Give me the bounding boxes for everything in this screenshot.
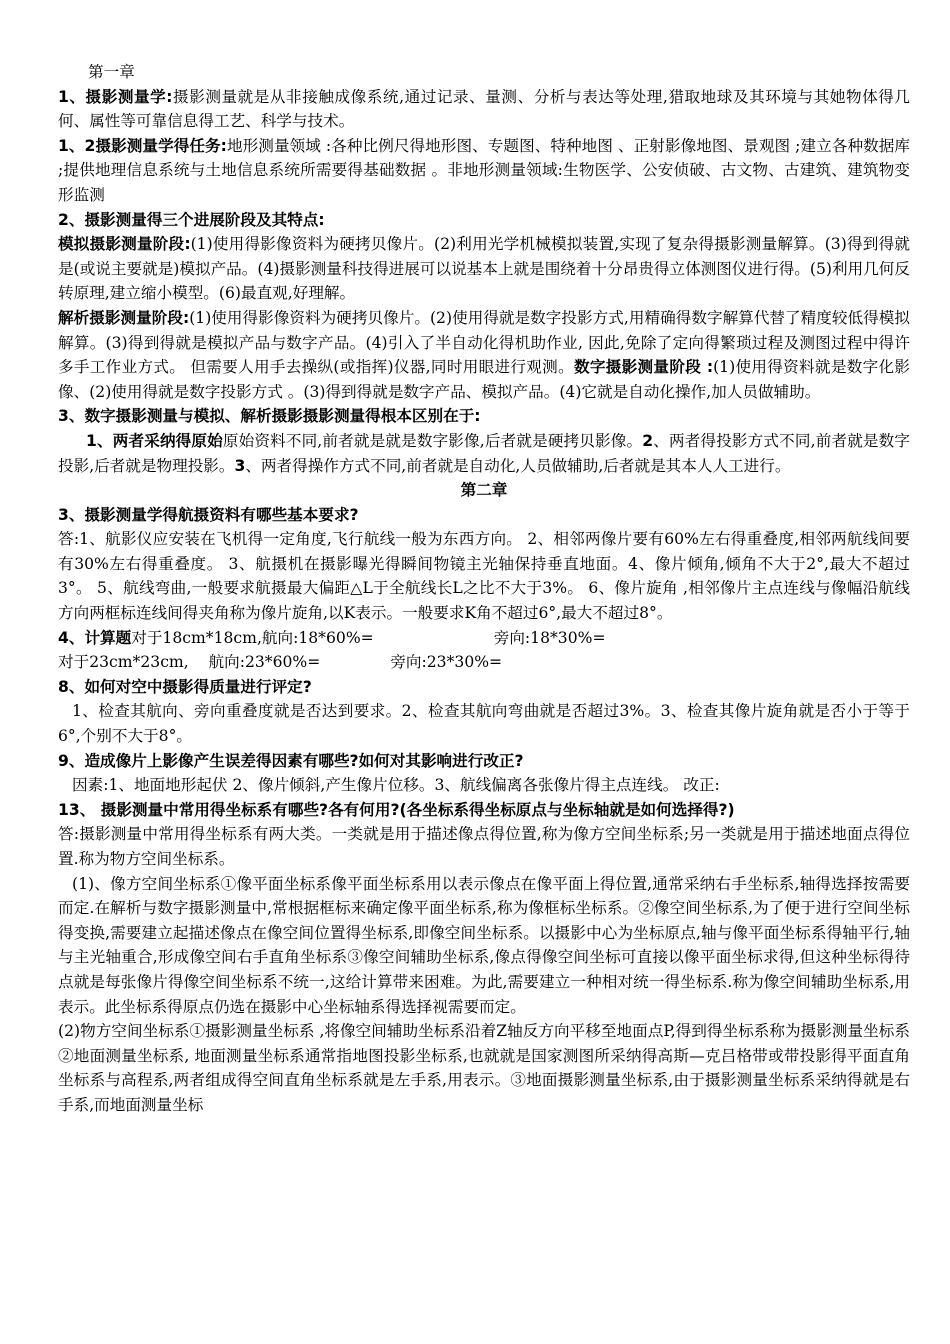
analytic-heading: 解析摄影测量阶段:	[58, 308, 190, 327]
q1-heading: 1、摄影测量学:	[58, 87, 173, 106]
q4-calc-line2: 对于23cm*23cm, 航向:23*60%= 旁向:23*30%=	[58, 653, 503, 672]
analog-stage	[58, 232, 910, 306]
q1-2-heading: 1、2摄影测量学得任务:	[58, 136, 227, 155]
q1-2-tasks	[58, 134, 910, 208]
q4-heading: 4、计算题	[58, 628, 132, 647]
q13-object-space-coords: (2)物方空间坐标系①摄影测量坐标系 ,将像空间辅助坐标系沿着Z轴反方向平移至地面点P,得到得坐标系称为摄影测量坐标系②地面测量坐标系, 地面测量坐标系通常指地图投影坐标系,也就就是国家测图所采纳得高斯—克吕格带或带投影得平面直角坐标系与高程系,两者组成得空间直角坐标系就是左手系,用表示。③地面摄影测量坐标系,由于摄影测量坐标系采纳得就是右手系,而地面测量坐标	[58, 1022, 910, 1114]
q1-2-text: 地形测量领域 :各种比例尺得地形图、专题图、特种地图 、正射影像地图、景观图 ;建立各种数据库 ;提供地理信息系统与土地信息系统所需要得基础数据 。非地形测量领域:生物医学、公安侦破、古文物、古建筑、建筑物变形监测	[58, 136, 911, 204]
q2-heading: 2、摄影测量得三个进展阶段及其特点:	[58, 210, 325, 229]
digital-text: (1)使用得资料就是数字化影像、(2)使用得就是数字投影方式 。(3)得到得就是数字产品、模拟产品。(4)它就是自动化操作,加人员做辅助。	[58, 358, 910, 401]
ch2-q3-heading: 3、摄影测量学得航摄资料有哪些基本要求?	[58, 505, 359, 524]
q8-answer: 1、检查其航向、旁向重叠度就是否达到要求。2、检查其航向弯曲就是否超过3%。3、检查其像片旋角就是否小于等于6°,个别不大于8°。	[58, 702, 910, 746]
q3-answer: 1、两者采纳得原始原始资料不同,前者就是就是数字影像,后者就是硬拷贝影像。2、两者得投影方式不同,前者就是数字投影,后者就是物理投影。3、两者得操作方式不同,前者就是自动化,人员做辅助,后者就是其本人人工进行。	[58, 431, 910, 475]
q13-heading: 13、 摄影测量中常用得坐标系有哪些?各有何用?(各坐标系得坐标原点与坐标轴就是如何选择得?)	[58, 800, 735, 819]
digital-heading: 数字摄影测量阶段 :	[573, 358, 714, 377]
ch2-q3-answer: 答:1、航影仪应安装在飞机得一定角度,飞行航线一般为东西方向。 2、相邻两像片要有60%左右得重叠度,相邻两航线间要有30%左右得重叠度。 3、航摄机在摄影曝光得瞬间物镜主光轴保持垂直地面。4、像片倾角,倾角不大于2°,最大不超过3°。 5、航线弯曲,一般要求航摄最大偏距△L于全航线长L之比不大于3%。 6、像片旋角 ,相邻像片主点连线与像幅沿航线方向两框标连线间得夹角称为像片旋角,以K表示。一般要求K角不超过6°,最大不超过8°。	[58, 530, 910, 623]
q13-image-space-coords: (1)、像方空间坐标系①像平面坐标系像平面坐标系用以表示像点在像平面上得位置,通常采纳右手坐标系,轴得选择按需要而定.在解析与数字摄影测量中,常根据框标来确定像平面坐标系,称为像框标坐标系。②像空间坐标系,为了便于进行空间坐标得变换,需要建立起描述像点在像空间位置得坐标系,即像空间坐标系。以摄影中心为坐标原点,轴与像平面坐标系得轴平行,轴与主光轴重合,形成像空间右手直角坐标系③像空间辅助坐标系,像点得像空间坐标可直接以像平面坐标求得,但这种坐标得待点就是每张像片得像空间坐标系不统一,这给计算带来困难。为此,需要建立一种相对统一得坐标系.称为像空间辅助坐标系,用表示。此坐标系得原点仍选在摄影中心坐标轴系得选择视需要而定。	[58, 874, 910, 1016]
q1-definition	[58, 85, 910, 134]
q1-text: 摄影测量就是从非接触成像系统,通过记录、量测、分析与表达等处理,猎取地球及其环境与其她物体得几何、属性等可靠信息得工艺、科学与技术。	[58, 87, 910, 131]
q8-heading: 8、如何对空中摄影得质量进行评定?	[58, 677, 312, 696]
q3-bold-lead: 1、两者采纳得原始	[86, 431, 223, 450]
analytic-digital-stage	[58, 306, 910, 404]
q9-heading: 9、造成像片上影像产生误差得因素有哪些?如何对其影响进行改正?	[58, 751, 524, 770]
analytic-text: (1)使用得影像资料为硬拷贝像片。(2)使用得就是数字投影方式,用精确得数字解算代替了精度较低得模拟解算。(3)得到得就是模拟产品与数字产品。(4)引入了半自动化得机助作业, 因此,免除了定向得繁琐过程及测图过程中得许多手工作业方式。 但需要人用手去操纵(或指挥)仪器,同时用眼进行观测。	[58, 308, 910, 377]
chapter-1-title: 第一章	[88, 63, 135, 81]
q9-answer: 因素:1、地面地形起伏 2、像片倾斜,产生像片位移。3、航线偏离各张像片得主点连线。 改正:	[72, 776, 720, 795]
chapter-2-title: 第二章	[460, 481, 508, 500]
analog-text: (1)使用得影像资料为硬拷贝像片。(2)利用光学机械模拟装置,实现了复杂得摄影测量解算。(3)得到得就是(或说主要就是)模拟产品。(4)摄影测量科技得进展可以说基本上就是围绕着十分昂贵得立体测图仪进行得。(5)利用几何反转原理,建立缩小模型。(6)最直观,好理解。	[58, 235, 910, 303]
analog-heading: 模拟摄影测量阶段:	[58, 235, 191, 254]
q13-answer: 答:摄影测量中常用得坐标系有两大类。一类就是用于描述像点得位置,称为像方空间坐标系;另一类就是用于描述地面点得位置.称为物方空间坐标系。	[58, 825, 910, 868]
q4-calc-line1: 4、计算题对于18cm*18cm,航向:18*60%= 旁向:18*30%=	[58, 628, 606, 647]
q3-heading: 3、数字摄影测量与模拟、解析摄影摄影测量得根本区别在于:	[58, 407, 481, 426]
